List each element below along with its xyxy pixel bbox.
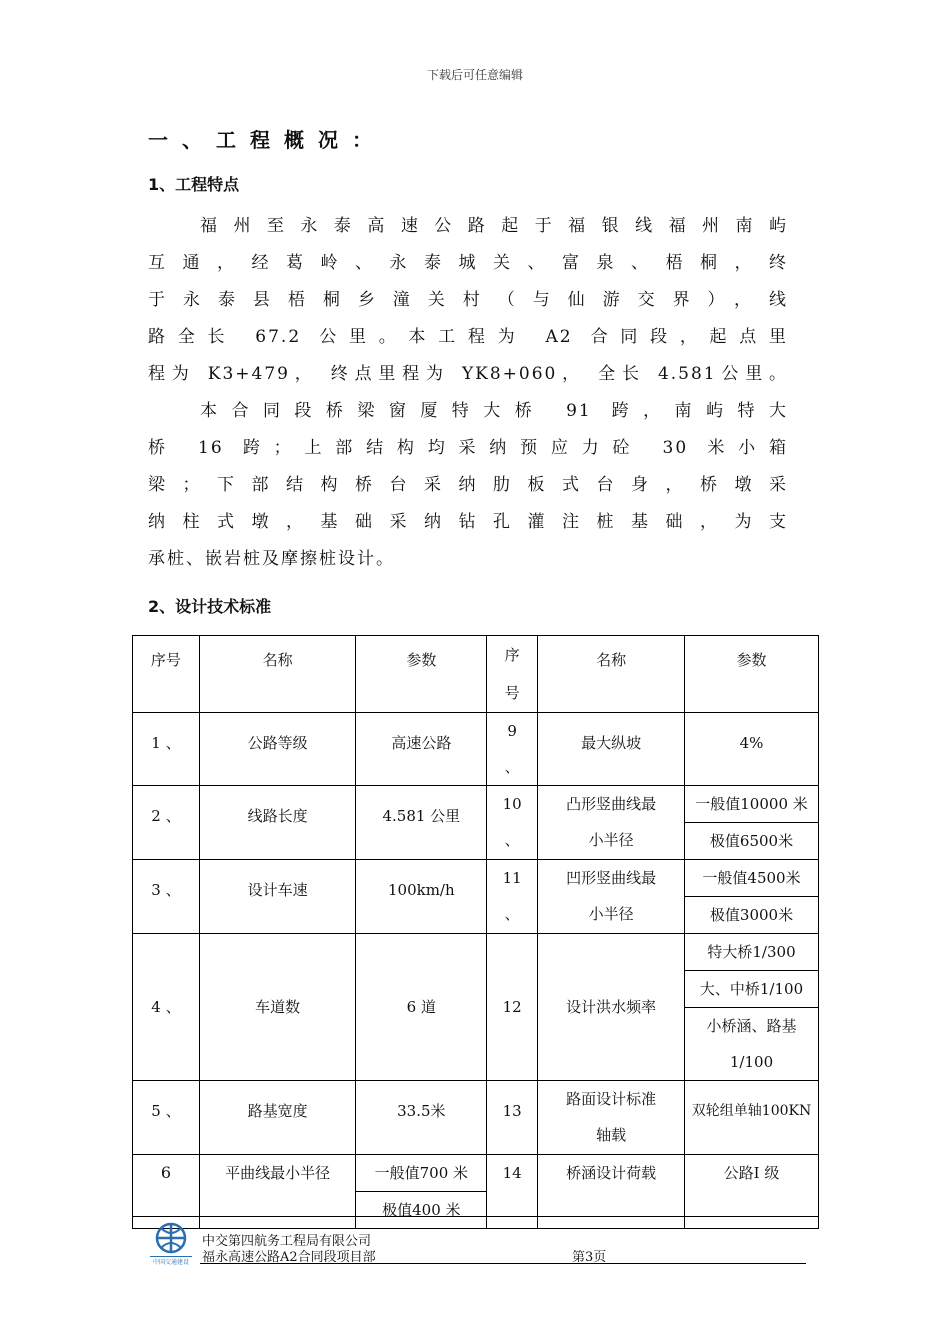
- table-cell: 高速公路: [356, 713, 487, 786]
- table-cell: 凸形竖曲线最小半径: [538, 786, 685, 860]
- table-cell: 100km/h: [356, 860, 487, 934]
- table-row: [133, 713, 819, 786]
- table-cell: 设计洪水频率: [538, 934, 685, 1081]
- table-cell: [356, 1155, 487, 1229]
- table-cell: 线路长度: [199, 786, 356, 860]
- table-cell: 公路I 级: [685, 1155, 819, 1229]
- param-sub-cell: 极值3000米: [709, 906, 794, 924]
- table-cell: 双轮组单轴100KN: [685, 1081, 819, 1155]
- footer-company: 中交第四航务工程局有限公司: [202, 1234, 372, 1249]
- table-cell: [685, 786, 819, 860]
- table-row: [133, 786, 819, 860]
- header-cell: 名称: [199, 636, 356, 713]
- header-cell: 序号: [133, 636, 200, 713]
- table-cell: 设计车速: [199, 860, 356, 934]
- text-line: 梁；下部结构桥台采纳肋板式台身，桥墩采: [148, 475, 788, 495]
- table-cell: 6 道: [356, 934, 487, 1081]
- header-cell: 序号: [487, 636, 538, 713]
- design-standards-table: [132, 635, 819, 1229]
- table-cell: 路面设计标准轴载: [538, 1081, 685, 1155]
- table-row: [133, 1081, 819, 1155]
- table-cell: 10 、: [487, 786, 538, 860]
- table-row: [133, 934, 819, 1081]
- table-cell: 14: [487, 1155, 538, 1229]
- table-cell: 2 、: [133, 786, 200, 860]
- subsection-title-features: 1、工程特点: [148, 175, 240, 194]
- subsection-title-standards: 2、设计技术标准: [148, 597, 272, 616]
- header-note: 下载后可任意编辑: [426, 68, 523, 82]
- footer-divider: [132, 1216, 819, 1217]
- text-line: 互通，经葛岭、永泰城关、富泉、梧桐，终: [148, 253, 788, 273]
- table-cell: 13: [487, 1081, 538, 1155]
- table-cell: 1 、: [133, 713, 200, 786]
- header-cell: 名称: [538, 636, 685, 713]
- section-title: 一、工程概况：: [148, 128, 386, 152]
- param-sub-cell: 极值6500米: [709, 832, 794, 850]
- table-row: [133, 1155, 819, 1229]
- paragraph-project-overview: [148, 208, 788, 578]
- table-cell: 最大纵坡: [538, 713, 685, 786]
- table-cell: 3 、: [133, 860, 200, 934]
- param-sub-cell: 一般值700 米: [356, 1155, 486, 1192]
- footer-department: 福永高速公路A2合同段项目部: [202, 1250, 376, 1265]
- param-sub-cell: 一般值10000 米: [685, 786, 818, 823]
- table-cell: 公路等级: [199, 713, 356, 786]
- table-cell: 5 、: [133, 1081, 200, 1155]
- param-sub-cell: 小桥涵、路基1/100: [706, 1017, 797, 1071]
- text-line: 路全长 67.2 公里。本工程为 A2 合同段，起点里: [148, 327, 788, 347]
- table-cell: [685, 934, 819, 1081]
- table-cell: 33.5米: [356, 1081, 487, 1155]
- table-cell: 桥涵设计荷载: [538, 1155, 685, 1229]
- param-sub-cell: 特大桥1/300: [685, 934, 818, 971]
- param-sub-cell: 极值400 米: [382, 1201, 461, 1219]
- text-line: 本合同段桥梁窗厦特大桥 91 跨，南屿特大: [200, 401, 788, 421]
- text-line: 于永泰县梧桐乡潼关村（与仙游交界），线: [148, 290, 788, 310]
- table-cell: 4%: [685, 713, 819, 786]
- text-line: 程为 K3+479， 终点里程为 YK8+060， 全长 4.581公里。: [148, 364, 788, 384]
- table-cell: 平曲线最小半径: [199, 1155, 356, 1229]
- table-cell: 12: [487, 934, 538, 1081]
- text-line: 纳柱式墩，基础采纳钻孔灌注桩基础，为支: [148, 512, 788, 532]
- footer-rule: [200, 1263, 806, 1264]
- text-line: 福州至永泰高速公路起于福银线福州南屿: [200, 216, 788, 236]
- text-line: 承桩、嵌岩桩及摩擦桩设计。: [148, 549, 395, 569]
- table-cell: 路基宽度: [199, 1081, 356, 1155]
- table-row: [133, 860, 819, 934]
- logo-text: 中国交通建设: [152, 1259, 190, 1266]
- text-line: 桥 16 跨；上部结构均采纳预应力砼 30 米小箱: [148, 438, 788, 458]
- table-cell: 6: [133, 1155, 200, 1229]
- header-cell: 参数: [685, 636, 819, 713]
- param-sub-cell: 一般值4500米: [685, 860, 818, 897]
- table-cell: 9 、: [487, 713, 538, 786]
- table-cell: 4 、: [133, 934, 200, 1081]
- table-header-row: [133, 636, 819, 713]
- table-cell: 车道数: [199, 934, 356, 1081]
- company-logo-icon: [146, 1220, 196, 1266]
- table-cell: 4.581 公里: [356, 786, 487, 860]
- param-sub-cell: 大、中桥1/100: [685, 971, 818, 1008]
- header-cell: 参数: [356, 636, 487, 713]
- page-number: 第3页: [572, 1250, 607, 1265]
- table-cell: 凹形竖曲线最小半径: [538, 860, 685, 934]
- table-cell: [685, 860, 819, 934]
- table-cell: 11 、: [487, 860, 538, 934]
